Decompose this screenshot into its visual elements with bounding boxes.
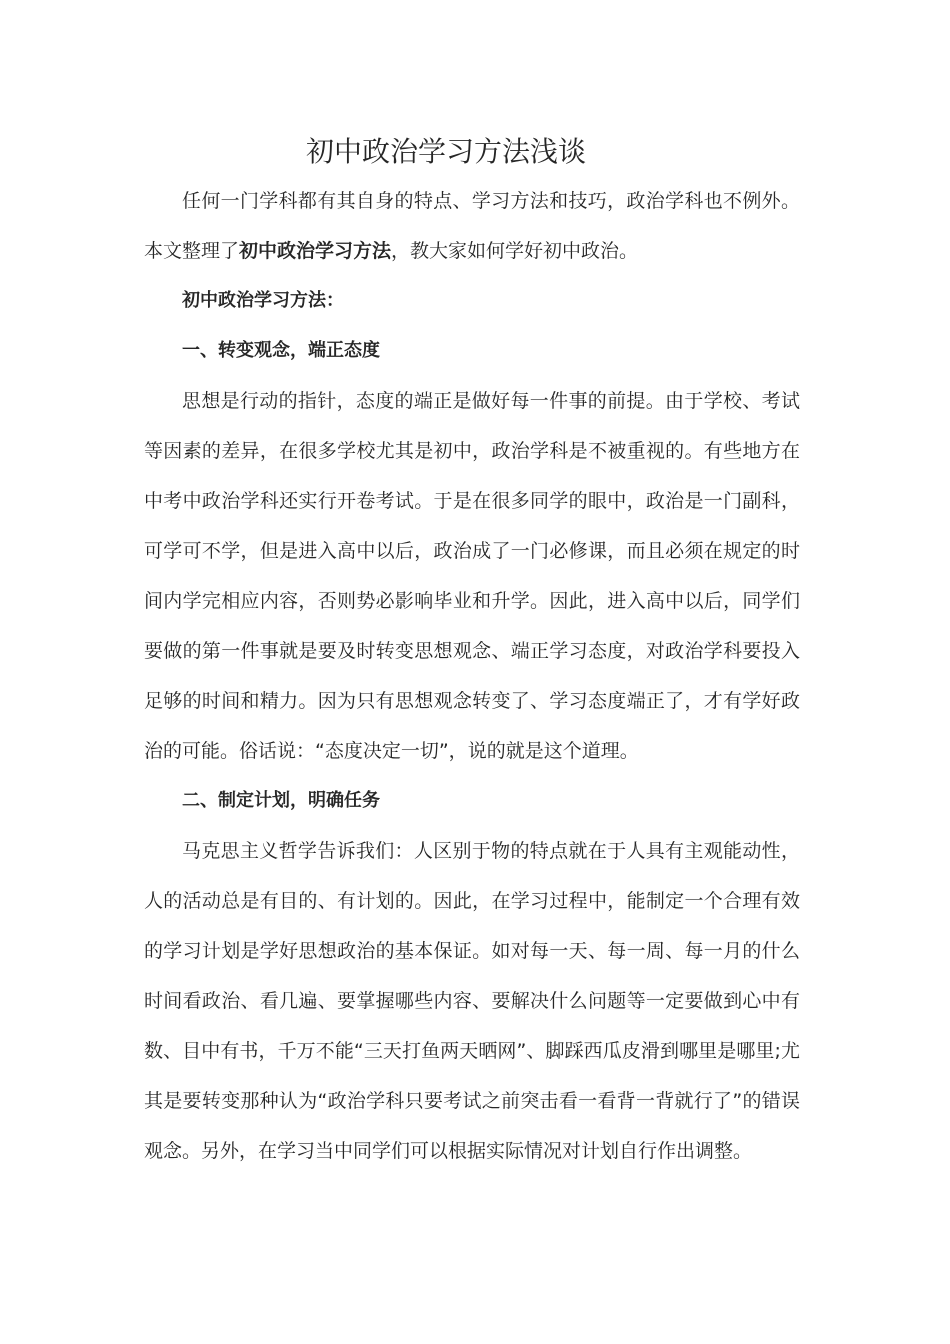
intro-text-part1: 任何一门学科都有其自身的特点、学习方法和技巧，政治学科也不例外。本文整理了 bbox=[144, 190, 800, 262]
document-title: 初中政治学习方法浅谈 bbox=[305, 135, 586, 168]
intro-bold-phrase: 初中政治学习方法 bbox=[239, 240, 392, 262]
document-body bbox=[144, 176, 800, 1176]
section-2-heading: 二、制定计划，明确任务 bbox=[182, 790, 380, 811]
section-1-paragraph: 思想是行动的指针，态度的端正是做好每一件事的前提。由于学校、考试等因素的差异，在很多学校尤其是初中，政治学科是不被重视的。有些地方在中考中政治学科还实行开卷考试。于是在很多同学的眼中，政治是一门副科，可学可不学，但是进入高中以后，政治成了一门必修课，而且必须在规定的时间内学完相应内容，否则势必影响毕业和升学。因此，进入高中以后，同学们要做的第一件事就是要及时转变思想观念、端正学习态度，对政治学科要投入足够的时间和精力。因为只有思想观念转变了、学习态度端正了，才有学好政治的可能。俗话说：“态度决定一切”，说的就是这个道理。 bbox=[144, 390, 800, 762]
section-1-heading: 一、转变观念，端正态度 bbox=[182, 340, 380, 361]
intro-text-part2: ，教大家如何学好初中政治。 bbox=[391, 240, 639, 262]
methods-heading: 初中政治学习方法： bbox=[182, 290, 344, 311]
intro-paragraph bbox=[144, 176, 800, 276]
section-2-paragraph: 马克思主义哲学告诉我们：人区别于物的特点就在于人具有主观能动性，人的活动总是有目的、有计划的。因此，在学习过程中，能制定一个合理有效的学习计划是学好思想政治的基本保证。如对每一天、每一周、每一月的什么时间看政治、看几遍、要掌握哪些内容、要解决什么问题等一定要做到心中有数、目中有书，千万不能“三天打鱼两天晒网”、脚踩西瓜皮滑到哪里是哪里;尤其是要转变那种认为“政治学科只要考试之前突击看一看背一背就行了”的错误观念。另外，在学习当中同学们可以根据实际情况对计划自行作出调整。 bbox=[144, 840, 800, 1162]
